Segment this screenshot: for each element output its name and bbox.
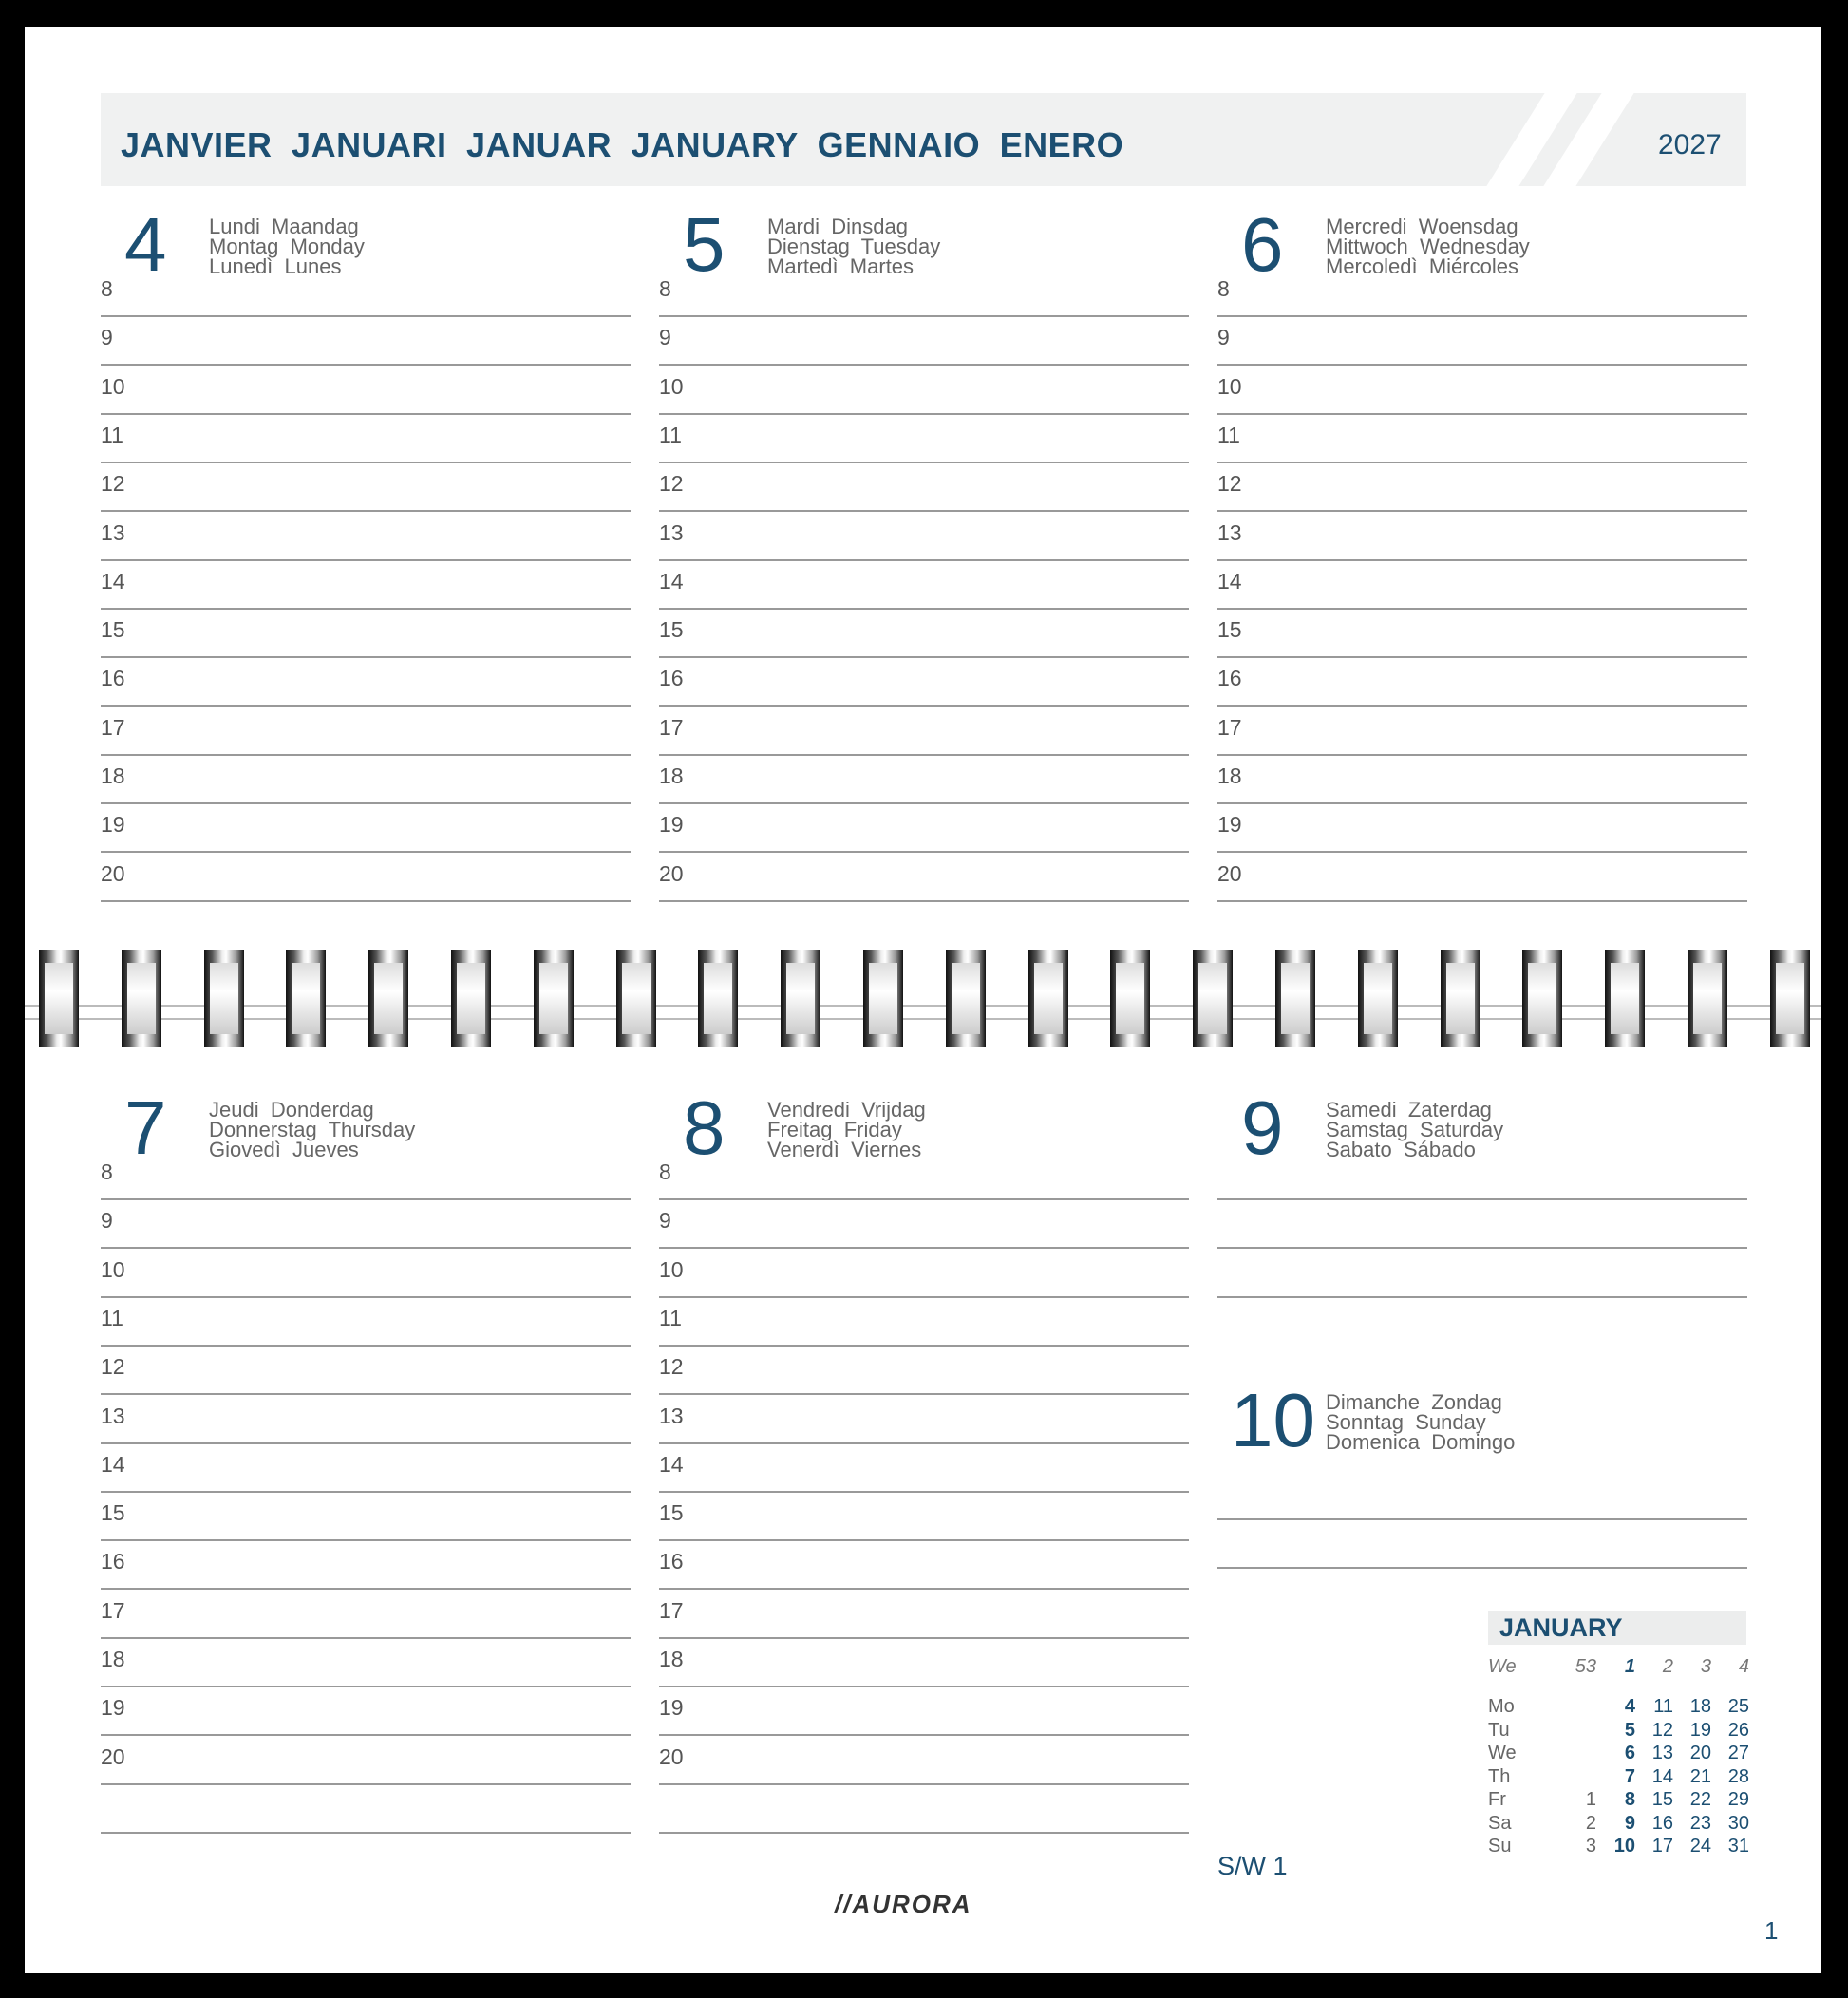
calendar-date: 18 <box>1689 1696 1711 1717</box>
hour-slot[interactable] <box>659 1735 1189 1785</box>
hour-slot[interactable] <box>659 754 1189 804</box>
hour-slot[interactable] <box>659 462 1189 512</box>
note-line[interactable] <box>1217 1470 1747 1520</box>
hour-slot[interactable] <box>1217 511 1747 561</box>
hour-label: 16 <box>659 1549 684 1574</box>
hour-slot[interactable] <box>659 1150 1189 1200</box>
hour-slot[interactable] <box>1217 608 1747 658</box>
calendar-date: 29 <box>1727 1789 1749 1810</box>
hour-slot[interactable] <box>101 1345 631 1395</box>
hour-label: 18 <box>1217 763 1242 788</box>
hour-label: 13 <box>659 519 684 545</box>
hour-slot[interactable] <box>659 1637 1189 1687</box>
week-number: 3 <box>1700 1656 1711 1677</box>
calendar-date: 16 <box>1651 1812 1673 1834</box>
hour-label: 16 <box>1217 666 1242 691</box>
hour-label: 20 <box>101 860 125 886</box>
weekday-label: Su <box>1488 1836 1512 1857</box>
hour-slot[interactable] <box>1217 462 1747 512</box>
hour-label: 10 <box>659 373 684 399</box>
hour-label: 10 <box>101 1256 125 1282</box>
day-names: Vendredi Vrijdag Freitag Friday Venerdì Viernes <box>767 1098 926 1161</box>
day-number: 6 <box>1241 202 1284 287</box>
week-number: 4 <box>1738 1656 1749 1677</box>
hour-label: 18 <box>659 763 684 788</box>
hour-slot[interactable] <box>659 511 1189 561</box>
calendar-date: 8 <box>1624 1789 1635 1810</box>
hour-slot[interactable] <box>659 1345 1189 1395</box>
day-names: Jeudi Donderdag Donnerstag Thursday Giovedì Jueves <box>209 1098 416 1161</box>
spiral-ring <box>122 950 161 1047</box>
hour-label: 17 <box>659 1597 684 1623</box>
hour-slot[interactable] <box>659 852 1189 902</box>
month-names: JANVIER JANUARI JANUAR JANUARY GENNAIO ENERO <box>121 125 1124 164</box>
day-number: 5 <box>683 202 726 287</box>
spiral-ring <box>368 950 408 1047</box>
calendar-date: 23 <box>1689 1812 1711 1834</box>
hour-slot[interactable] <box>659 608 1189 658</box>
hour-slot[interactable] <box>1217 365 1747 415</box>
day-names: Mardi Dinsdag Dienstag Tuesday Martedì Martes <box>767 215 941 278</box>
hour-label: 12 <box>659 1354 684 1380</box>
hour-slot[interactable] <box>101 1539 631 1590</box>
hour-slot[interactable] <box>1217 559 1747 610</box>
calendar-date: 5 <box>1624 1719 1635 1741</box>
calendar-date: 19 <box>1689 1719 1711 1741</box>
week-number: 53 <box>1575 1656 1596 1677</box>
hour-slot[interactable] <box>659 1686 1189 1736</box>
hour-label: 14 <box>659 568 684 594</box>
calendar-date: 25 <box>1727 1696 1749 1717</box>
day-names: Mercredi Woensdag Mittwoch Wednesday Mercoledì Miércoles <box>1326 215 1530 278</box>
spiral-ring <box>534 950 574 1047</box>
hour-label: 20 <box>659 1744 684 1769</box>
hour-slot[interactable] <box>101 1198 631 1249</box>
hour-slot[interactable] <box>101 706 631 756</box>
calendar-date: 7 <box>1624 1765 1635 1787</box>
spiral-ring <box>451 950 491 1047</box>
hour-slot[interactable] <box>101 1637 631 1687</box>
spiral-ring <box>1770 950 1810 1047</box>
hour-slot[interactable] <box>659 1491 1189 1541</box>
year: 2027 <box>1658 129 1722 160</box>
note-line[interactable] <box>101 1783 631 1834</box>
hour-slot[interactable] <box>101 462 631 512</box>
hour-label: 8 <box>101 1159 113 1184</box>
spiral-ring <box>616 950 656 1047</box>
hour-label: 19 <box>101 812 125 838</box>
hour-label: 9 <box>1217 325 1230 350</box>
hour-slot[interactable] <box>659 365 1189 415</box>
hour-label: 11 <box>659 422 682 447</box>
hour-slot[interactable] <box>101 365 631 415</box>
calendar-date: 2 <box>1585 1812 1596 1834</box>
hour-label: 11 <box>1217 422 1240 447</box>
hour-slot[interactable] <box>659 706 1189 756</box>
planner-page <box>25 27 1821 1973</box>
hour-label: 17 <box>659 714 684 740</box>
hour-label: 8 <box>659 1159 671 1184</box>
hour-label: 19 <box>659 812 684 838</box>
hour-label: 11 <box>659 1305 682 1330</box>
spiral-ring <box>946 950 986 1047</box>
mini-calendar-title: JANUARY <box>1499 1613 1623 1642</box>
day-names: Samedi Zaterdag Samstag Saturday Sabato Sábado <box>1326 1098 1504 1161</box>
hour-label: 10 <box>1217 373 1242 399</box>
weekday-label: Sa <box>1488 1812 1512 1834</box>
spiral-ring <box>698 950 738 1047</box>
calendar-date: 1 <box>1585 1789 1596 1810</box>
calendar-date: 27 <box>1727 1743 1749 1763</box>
hour-slot[interactable] <box>659 1296 1189 1347</box>
hour-slot[interactable] <box>659 1198 1189 1249</box>
note-line[interactable] <box>1217 1248 1747 1298</box>
spiral-ring <box>39 950 79 1047</box>
hour-slot[interactable] <box>101 1589 631 1639</box>
calendar-date: 10 <box>1613 1836 1635 1857</box>
calendar-date: 9 <box>1624 1812 1635 1834</box>
calendar-date: 22 <box>1689 1789 1711 1810</box>
hour-label: 19 <box>659 1695 684 1721</box>
day-number: 7 <box>124 1085 167 1170</box>
calendar-date: 20 <box>1689 1743 1711 1763</box>
hour-slot[interactable] <box>1217 315 1747 366</box>
weekday-label: We <box>1488 1743 1517 1763</box>
spiral-ring <box>781 950 820 1047</box>
hour-slot[interactable] <box>1217 754 1747 804</box>
week-header: We <box>1488 1656 1517 1677</box>
hour-label: 9 <box>659 1208 671 1234</box>
hour-slot[interactable] <box>659 413 1189 463</box>
day-number: 9 <box>1241 1085 1284 1170</box>
hour-label: 9 <box>101 1208 113 1234</box>
hour-label: 20 <box>659 860 684 886</box>
hour-slot[interactable] <box>1217 852 1747 902</box>
hour-slot[interactable] <box>101 1248 631 1298</box>
spiral-ring <box>1605 950 1645 1047</box>
hour-label: 15 <box>1217 617 1242 643</box>
hour-label: 15 <box>101 1500 125 1526</box>
spiral-ring <box>1522 950 1562 1047</box>
hour-label: 19 <box>101 1695 125 1721</box>
hour-slot[interactable] <box>101 656 631 707</box>
hour-label: 20 <box>1217 860 1242 886</box>
note-line[interactable] <box>1217 1518 1747 1569</box>
day-number: 4 <box>124 202 167 287</box>
hour-label: 10 <box>101 373 125 399</box>
calendar-date: 13 <box>1651 1743 1673 1763</box>
hour-label: 15 <box>659 1500 684 1526</box>
hour-slot[interactable] <box>101 315 631 366</box>
spiral-ring <box>1358 950 1398 1047</box>
hour-label: 19 <box>1217 812 1242 838</box>
hour-label: 8 <box>101 276 113 301</box>
hour-slot[interactable] <box>659 315 1189 366</box>
hour-label: 13 <box>101 1403 125 1428</box>
hour-label: 13 <box>659 1403 684 1428</box>
calendar-date: 15 <box>1651 1789 1673 1810</box>
hour-slot[interactable] <box>659 802 1189 853</box>
hour-label: 14 <box>1217 568 1242 594</box>
calendar-date: 12 <box>1651 1719 1673 1741</box>
hour-slot[interactable] <box>101 267 631 317</box>
hour-slot[interactable] <box>101 754 631 804</box>
hour-slot[interactable] <box>1217 802 1747 853</box>
hour-label: 13 <box>101 519 125 545</box>
week-number: 1 <box>1624 1656 1635 1677</box>
hour-label: 17 <box>101 1597 125 1623</box>
weekday-label: Mo <box>1488 1696 1515 1717</box>
hour-label: 14 <box>101 568 125 594</box>
calendar-date: 14 <box>1651 1765 1673 1787</box>
hour-slot[interactable] <box>101 608 631 658</box>
hour-label: 16 <box>659 666 684 691</box>
calendar-date: 26 <box>1727 1719 1749 1741</box>
hour-label: 10 <box>659 1256 684 1282</box>
week-label: S/W 1 <box>1217 1852 1288 1880</box>
note-line[interactable] <box>1217 1198 1747 1249</box>
hour-label: 8 <box>659 276 671 301</box>
hour-label: 9 <box>659 325 671 350</box>
hour-slot[interactable] <box>101 1150 631 1200</box>
calendar-date: 3 <box>1585 1836 1596 1857</box>
spiral-binding <box>25 950 1821 1073</box>
spiral-ring <box>1441 950 1480 1047</box>
hour-label: 13 <box>1217 519 1242 545</box>
hour-slot[interactable] <box>101 1296 631 1347</box>
hour-slot[interactable] <box>101 1491 631 1541</box>
calendar-date: 11 <box>1653 1696 1673 1717</box>
hour-slot[interactable] <box>1217 706 1747 756</box>
hour-slot[interactable] <box>101 559 631 610</box>
hour-slot[interactable] <box>101 511 631 561</box>
hour-label: 16 <box>101 666 125 691</box>
spiral-ring <box>863 950 903 1047</box>
spiral-ring <box>1688 950 1727 1047</box>
weekday-label: Tu <box>1488 1719 1510 1741</box>
hour-slot[interactable] <box>101 1735 631 1785</box>
day-names: Lundi Maandag Montag Monday Lunedì Lunes <box>209 215 365 278</box>
hour-label: 17 <box>1217 714 1242 740</box>
day-number: 10 <box>1231 1378 1315 1462</box>
hour-label: 8 <box>1217 276 1230 301</box>
day-number: 8 <box>683 1085 726 1170</box>
hour-label: 14 <box>101 1451 125 1477</box>
spiral-ring <box>1193 950 1233 1047</box>
hour-label: 18 <box>659 1647 684 1671</box>
calendar-date: 28 <box>1727 1765 1749 1787</box>
hour-slot[interactable] <box>101 1686 631 1736</box>
hour-label: 18 <box>101 763 125 788</box>
brand-logo: //AURORA <box>835 1890 972 1918</box>
hour-slot[interactable] <box>659 1394 1189 1444</box>
hour-slot[interactable] <box>101 1394 631 1444</box>
hour-slot[interactable] <box>659 267 1189 317</box>
calendar-date: 24 <box>1689 1836 1711 1857</box>
spiral-ring <box>1110 950 1150 1047</box>
hour-slot[interactable] <box>659 1442 1189 1493</box>
hour-label: 11 <box>101 422 123 447</box>
hour-slot[interactable] <box>1217 656 1747 707</box>
hour-label: 15 <box>659 617 684 643</box>
hour-label: 14 <box>659 1451 684 1477</box>
note-line[interactable] <box>1217 1150 1747 1200</box>
week-number: 2 <box>1662 1656 1673 1677</box>
hour-label: 9 <box>101 325 113 350</box>
hour-slot[interactable] <box>1217 267 1747 317</box>
hour-label: 12 <box>101 1354 125 1380</box>
calendar-date: 17 <box>1651 1836 1673 1857</box>
hour-label: 12 <box>659 471 684 497</box>
spiral-ring <box>1028 950 1068 1047</box>
hour-slot[interactable] <box>101 413 631 463</box>
hour-slot[interactable] <box>1217 413 1747 463</box>
hour-slot[interactable] <box>659 1539 1189 1590</box>
calendar-date: 4 <box>1624 1696 1635 1717</box>
hour-label: 18 <box>101 1647 125 1671</box>
hour-label: 20 <box>101 1744 125 1769</box>
hour-slot[interactable] <box>659 656 1189 707</box>
hour-label: 12 <box>101 471 125 497</box>
hour-label: 12 <box>1217 471 1242 497</box>
hour-slot[interactable] <box>659 559 1189 610</box>
calendar-date: 30 <box>1727 1812 1749 1834</box>
day-names: Dimanche Zondag Sonntag Sunday Domenica Domingo <box>1326 1390 1516 1454</box>
hour-slot[interactable] <box>659 1248 1189 1298</box>
hour-label: 15 <box>101 617 125 643</box>
hour-label: 17 <box>101 714 125 740</box>
spiral-ring <box>1275 950 1315 1047</box>
calendar-date: 21 <box>1689 1765 1711 1787</box>
spiral-ring <box>204 950 244 1047</box>
hour-slot[interactable] <box>101 852 631 902</box>
calendar-date: 31 <box>1727 1836 1749 1857</box>
note-line[interactable] <box>659 1783 1189 1834</box>
hour-slot[interactable] <box>101 802 631 853</box>
hour-slot[interactable] <box>101 1442 631 1493</box>
calendar-date: 6 <box>1624 1743 1635 1763</box>
weekday-label: Fr <box>1488 1789 1506 1810</box>
spiral-ring <box>286 950 326 1047</box>
hour-label: 16 <box>101 1549 125 1574</box>
weekday-label: Th <box>1488 1765 1511 1787</box>
hour-slot[interactable] <box>659 1589 1189 1639</box>
page-number: 1 <box>1764 1916 1779 1945</box>
hour-label: 11 <box>101 1305 123 1330</box>
